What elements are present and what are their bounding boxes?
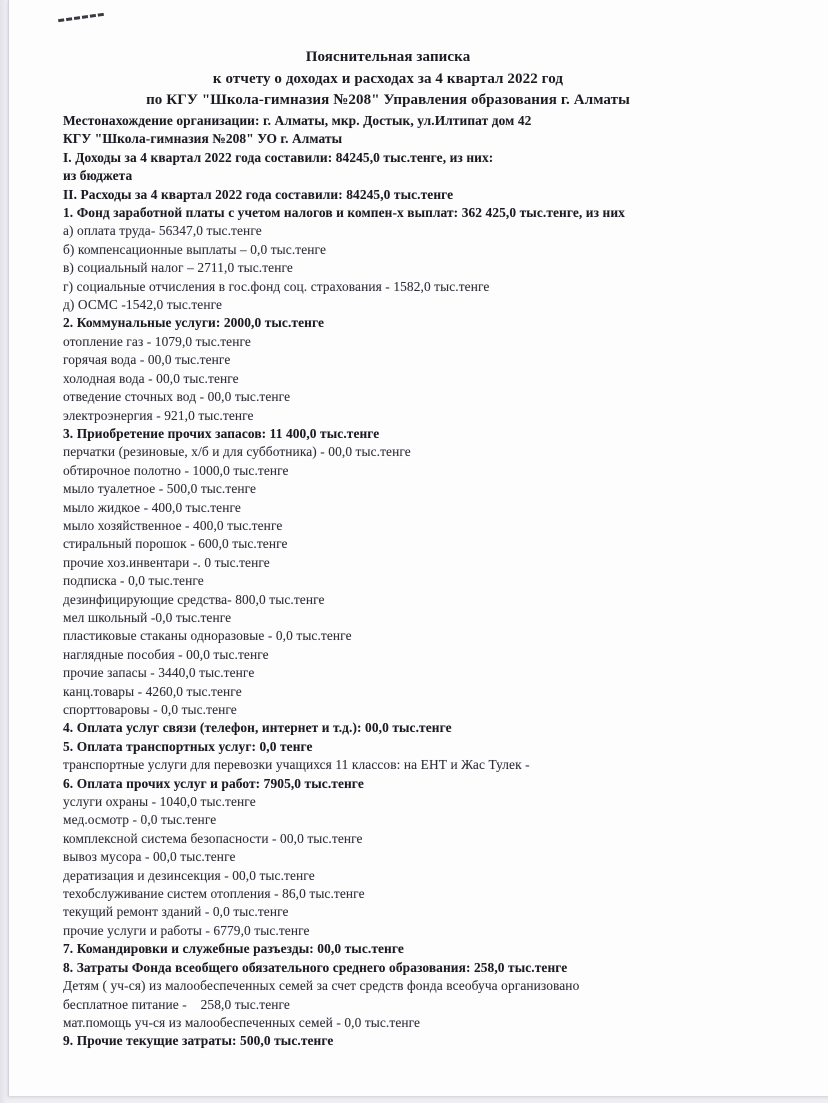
document-line: комплексной система безопасности - 00,0 тыс.тенге: [63, 830, 363, 846]
document-line: транспортные услуги для перевозки учащихся 11 классов: на ЕНТ и Жас Тулек -: [63, 757, 530, 773]
pen-stroke-mark: [58, 13, 104, 22]
document-line: горячая вода - 00,0 тыс.тенге: [63, 352, 231, 368]
document-line: Местонахождение организации: г. Алматы, мкр. Достык, ул.Илтипат дом 42: [63, 113, 532, 128]
document-line: 5. Оплата транспортных услуг: 0,0 тенге: [63, 738, 313, 754]
document-line: 7. Командировки и служебные разъезды: 00,0 тыс.тенге: [63, 941, 404, 957]
document-line: стиральный порошок - 600,0 тыс.тенге: [63, 536, 288, 552]
document-title-line-3: по КГУ "Школа-гимназия №208" Управления образования г. Алматы: [146, 92, 630, 108]
document-line: мел школьный -0,0 тыс.тенге: [63, 609, 232, 625]
document-line: спорттоваровы - 0,0 тыс.тенге: [63, 702, 237, 717]
document-line: из бюджета: [63, 168, 133, 184]
document-line: прочие хоз.инвентари -. 0 тыс.тенге: [63, 554, 270, 570]
document-line: наглядные пособия - 00,0 тыс.тенге: [63, 646, 269, 662]
document-line: электроэнергия - 921,0 тыс.тенге: [63, 407, 254, 423]
document-line: дезинфицирующие средства- 800,0 тыс.тенге: [63, 591, 325, 607]
document-title-line-2: к отчету о доходах и расходах за 4 квартал 2022 год: [212, 70, 564, 87]
document-line: бесплатное питание - 258,0 тыс.тенге: [63, 996, 290, 1012]
document-line: перчатки (резиновые, х/б и для субботника) - 00,0 тыс.тенге: [63, 444, 411, 460]
document-line: отопление газ - 1079,0 тыс.тенге: [63, 333, 251, 349]
document-line: канц.товары - 4260,0 тыс.тенге: [63, 683, 242, 699]
document-title-line-1: Пояснительная записка: [305, 49, 471, 65]
document-line: техобслуживание систем отопления - 86,0 тыс.тенге: [63, 886, 365, 902]
document-line: 9. Прочие текущие затраты: 500,0 тыс.тенге: [63, 1033, 334, 1049]
document-body: [63, 112, 783, 1051]
document-line: 4. Оплата услуг связи (телефон, интернет и т.д.): 00,0 тыс.тенге: [63, 720, 452, 736]
document-line: прочие запасы - 3440,0 тыс.тенге: [63, 665, 255, 681]
document-line: д) ОСМС -1542,0 тыс.тенге: [63, 297, 223, 313]
document-line: обтирочное полотно - 1000,0 тыс.тенге: [63, 462, 289, 478]
document-line: подписка - 0,0 тыс.тенге: [63, 573, 204, 589]
document-line: дератизация и дезинсекция - 00,0 тыс.тенге: [63, 867, 315, 883]
document-line: Детям ( уч-ся) из малообеспеченных семей за счет средств фонда всеобуча организовано: [63, 978, 580, 994]
document-line: мыло хозяйственное - 400,0 тыс.тенге: [63, 517, 283, 533]
document-line: текущий ремонт зданий - 0,0 тыс.тенге: [63, 904, 289, 920]
document-line: 2. Коммунальные услуги: 2000,0 тыс.тенге: [63, 315, 325, 331]
document-title-block: [9, 47, 767, 112]
document-line: прочие услуги и работы - 6779,0 тыс.тенге: [63, 922, 310, 938]
document-line: в) социальный налог – 2711,0 тыс.тенге: [63, 260, 293, 276]
document-line: пластиковые стаканы одноразовые - 0,0 тыс.тенге: [63, 628, 352, 644]
document-line: отведение сточных вод - 00,0 тыс.тенге: [63, 389, 291, 405]
document-line: I. Доходы за 4 квартал 2022 года составили: 84245,0 тыс.тенге, из них:: [63, 149, 494, 165]
document-line: II. Расходы за 4 квартал 2022 года составили: 84245,0 тыс.тенге: [63, 186, 454, 202]
document-page: [8, 0, 828, 1096]
document-line: б) компенсационные выплаты – 0,0 тыс.тенге: [63, 241, 326, 257]
document-line: мыло туалетное - 500,0 тыс.тенге: [63, 481, 257, 497]
document-line: г) социальные отчисления в гос.фонд соц. страхования - 1582,0 тыс.тенге: [63, 278, 490, 294]
document-line: КГУ "Школа-гимназия №208" УО г. Алматы: [63, 131, 343, 147]
document-line: 1. Фонд заработной платы с учетом налогов и компен-х выплат: 362 425,0 тыс.тенге, из них: [63, 205, 625, 221]
document-line: мат.помощь уч-ся из малообеспеченных семей - 0,0 тыс.тенге: [63, 1014, 421, 1030]
document-line: 6. Оплата прочих услуг и работ: 7905,0 тыс.тенге: [63, 775, 364, 791]
document-line: мед.осмотр - 0,0 тыс.тенге: [63, 812, 217, 828]
document-line: 8. Затраты Фонда всеобщего обязательного среднего образования: 258,0 тыс.тенге: [63, 959, 568, 975]
document-line: 3. Приобретение прочих запасов: 11 400,0 тыс.тенге: [63, 425, 380, 441]
document-line: услуги охраны - 1040,0 тыс.тенге: [63, 794, 256, 810]
document-line: мыло жидкое - 400,0 тыс.тенге: [63, 499, 241, 515]
document-line: холодная вода - 00,0 тыс.тенге: [63, 370, 239, 386]
document-line: а) оплата труда- 56347,0 тыс.тенге: [63, 223, 262, 239]
document-line: вывоз мусора - 00,0 тыс.тенге: [63, 849, 236, 865]
